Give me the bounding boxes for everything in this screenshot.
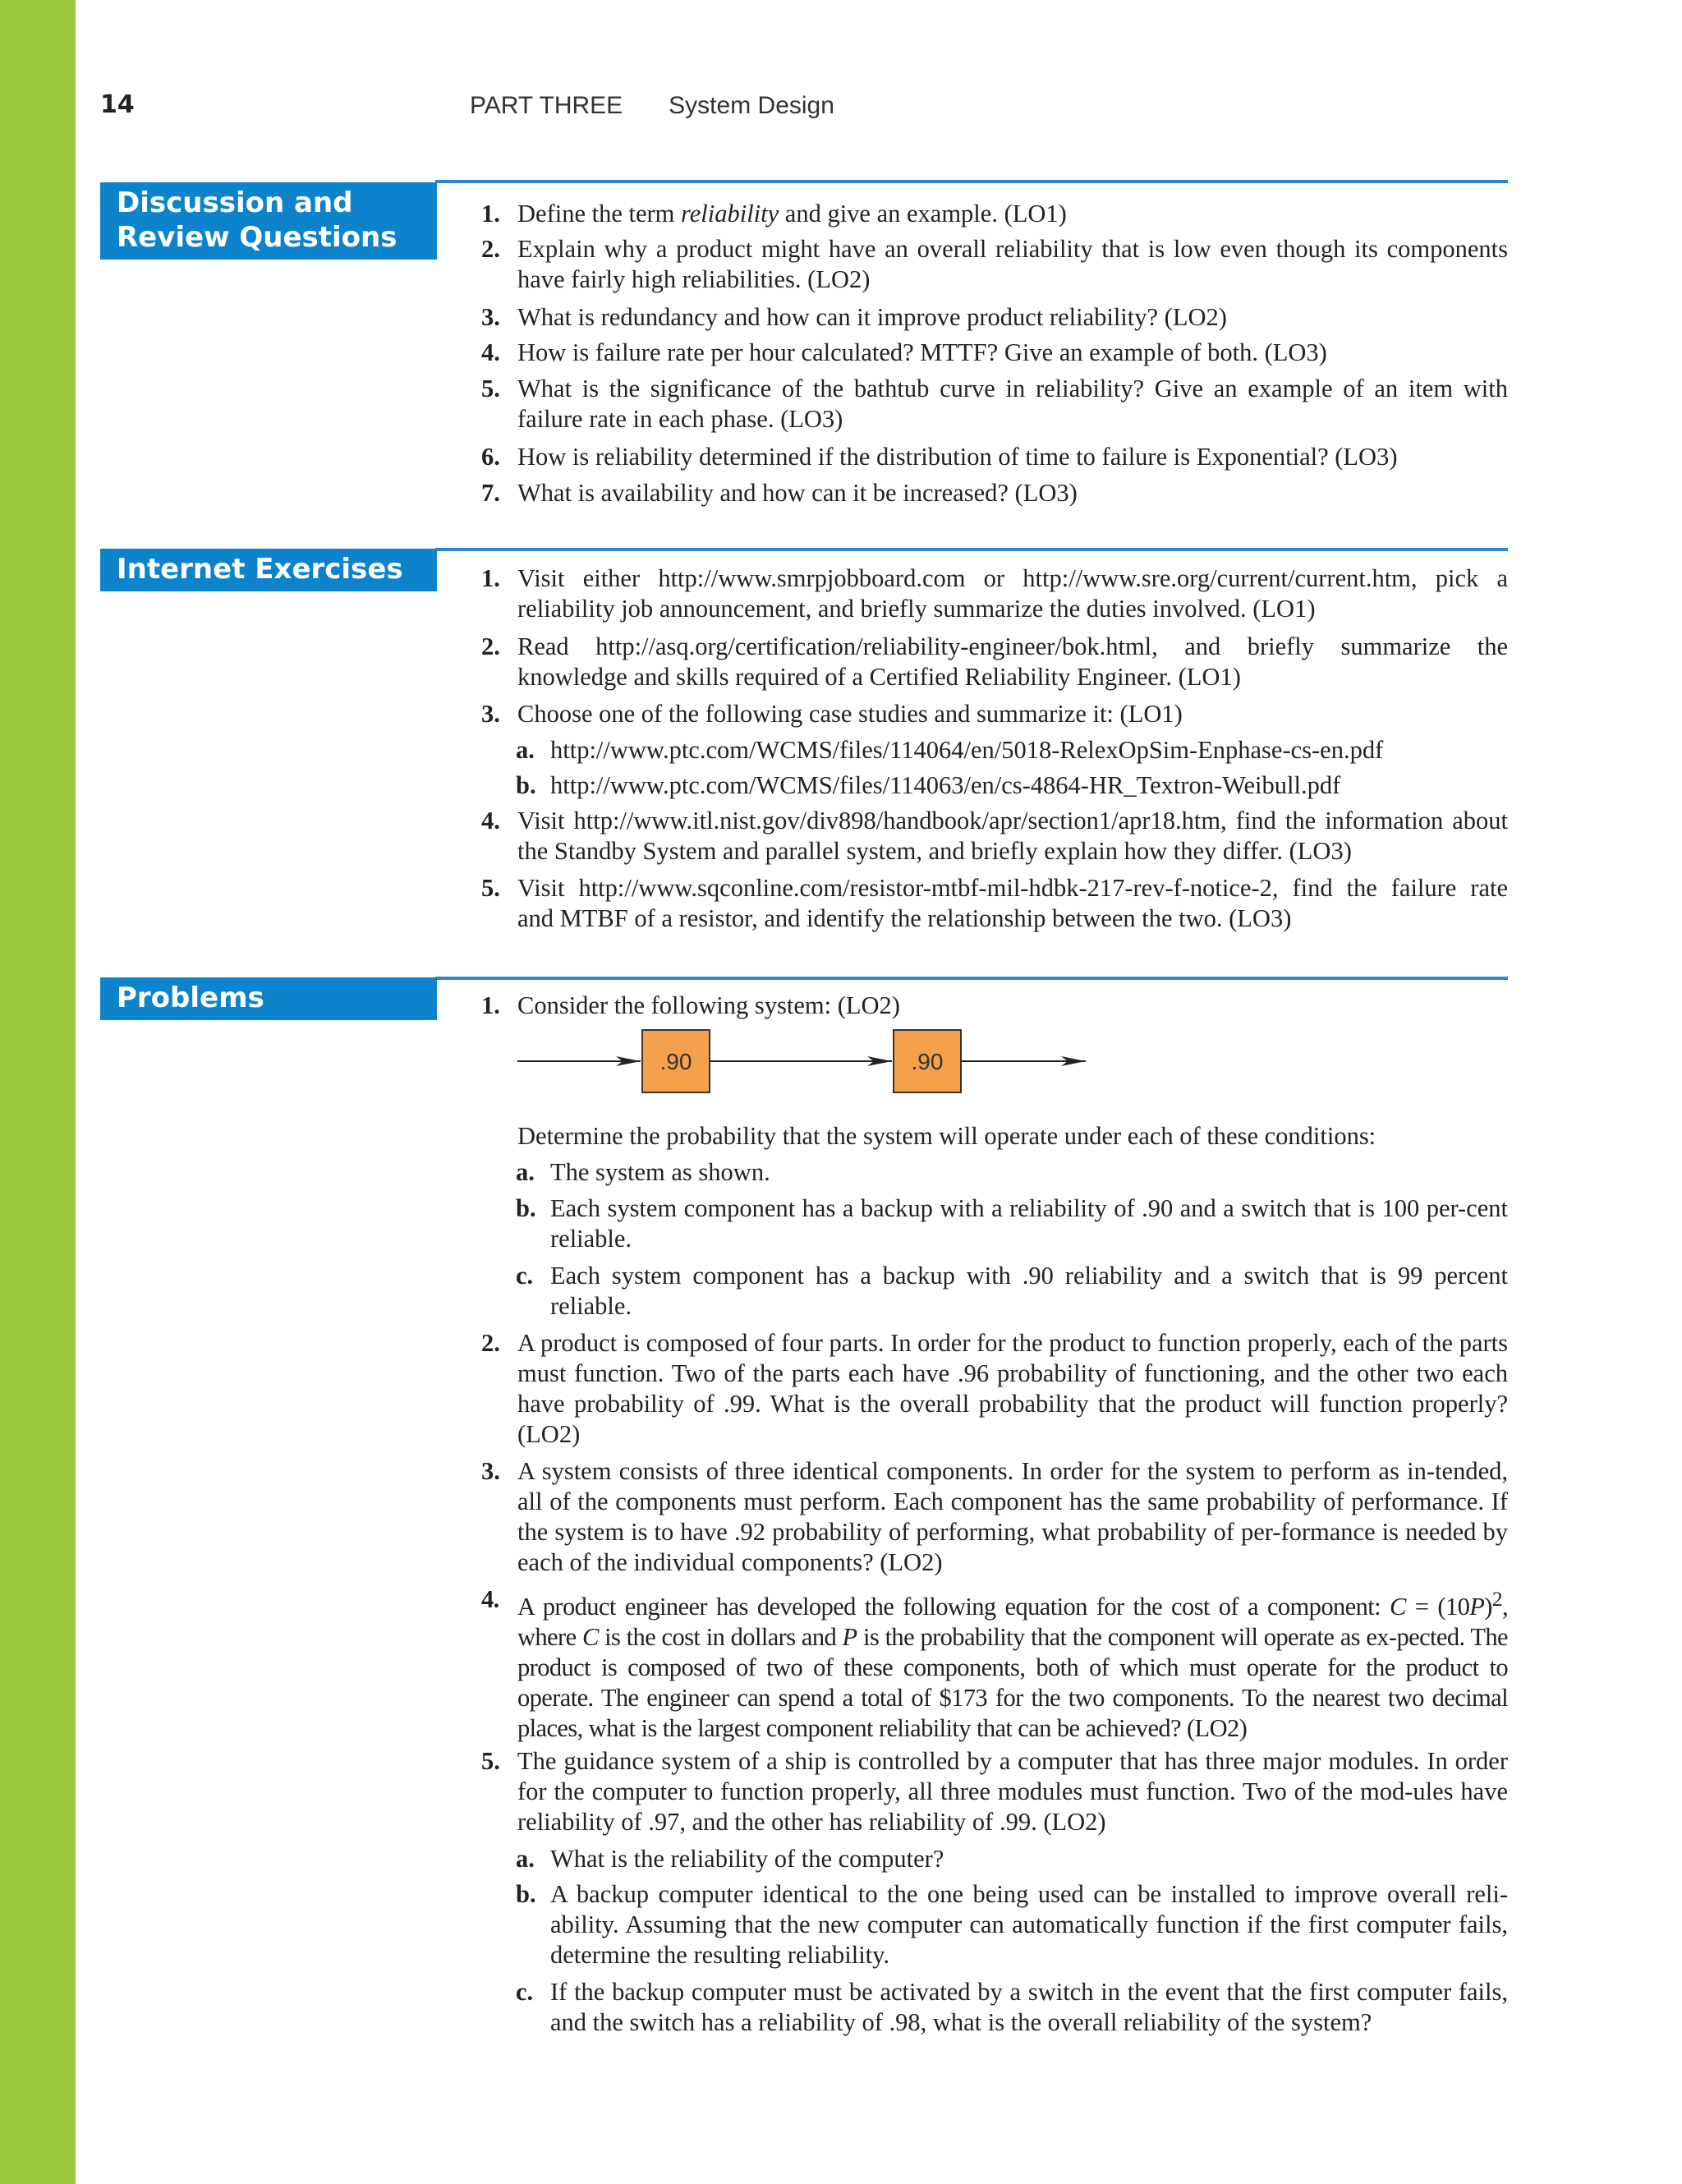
problem-1-part-c [516, 1261, 1508, 1322]
part-letter: c. [516, 1978, 534, 2006]
internet-exercise-5 [481, 873, 1508, 934]
question-number: 5. [481, 375, 500, 402]
question-number: 7. [481, 479, 500, 507]
question-term: reliability [681, 200, 779, 228]
discussion-question-2 [481, 234, 1508, 295]
exercise-text: Visit http://www.itl.nist.gov/div898/handbook/apr/section1/apr18.htm, find the information about the Standby System and parallel system, and briefly explain how they differ. (LO3) [517, 807, 1508, 865]
probability-variable: P [1469, 1593, 1485, 1621]
discussion-heading-line2: Review Questions [117, 221, 398, 254]
problem-number: 4. [481, 1585, 499, 1613]
problem-text: A product is composed of four parts. In order for the product to function properly, each of the parts must function. Two of the parts each have .96 probability of functioning, and the other two each have probability of .99. What is the overall probability that the product will function properly? (LO2) [517, 1329, 1508, 1448]
part-letter: a. [516, 1845, 535, 1873]
discussion-question-5 [481, 374, 1508, 435]
problem-text: , where [517, 1593, 1508, 1652]
problem-5 [481, 1746, 1508, 1837]
exercise-number: 2. [481, 632, 500, 660]
problem-3 [481, 1456, 1508, 1578]
question-text-end: and give an example. (LO1) [779, 200, 1067, 228]
option-letter: b. [516, 771, 536, 799]
part-letter: b. [516, 1194, 536, 1222]
option-letter: a. [516, 736, 535, 764]
problem-number: 2. [481, 1329, 500, 1357]
equation-close: ) [1484, 1593, 1492, 1621]
question-text: What is the significance of the bathtub curve in reliability? Give an example of an item with failure rate in each phase. (LO3) [517, 375, 1508, 433]
component-2-reliability: .90 [911, 1049, 944, 1074]
problem-text: is the cost in dollars and [598, 1623, 843, 1652]
problem-1-part-a [516, 1157, 1508, 1188]
part-letter: c. [516, 1262, 534, 1290]
internet-exercise-4 [481, 806, 1508, 867]
question-number: 4. [481, 338, 500, 366]
internet-heading-text: Internet Exercises [117, 553, 403, 586]
part-text: A backup computer identical to the one being used can be installed to improve overall reli-ability. Assuming that the new computer can automatically function if the first computer fails, determine the resulting reliability. [550, 1880, 1508, 1969]
exercise-number: 4. [481, 807, 500, 835]
problem-5-part-a [516, 1844, 1508, 1874]
exercise-text: Visit either http://www.smrpjobboard.com or http://www.sre.org/current/current.htm, pick a reliability job announcement, and briefly summarize the duties involved. (LO1) [517, 564, 1508, 623]
problem-2 [481, 1328, 1508, 1450]
problem-text: Consider the following system: (LO2) [517, 991, 900, 1019]
cost-variable: C [1390, 1593, 1406, 1621]
part-text: If the backup computer must be activated by a switch in the event that the first computer fails, and the switch has a reliability of .98, what is the overall reliability of the system? [550, 1978, 1508, 2036]
part-text: Each system component has a backup with .90 reliability and a switch that is 99 percent reliable. [550, 1262, 1508, 1320]
section-rule-discussion [435, 180, 1508, 183]
cost-variable: C [581, 1623, 599, 1652]
case-study-url: http://www.ptc.com/WCMS/files/114063/en/cs-4864-HR_Textron-Weibull.pdf [550, 771, 1341, 799]
chapter-title: System Design [669, 92, 834, 119]
problem-text: A product engineer has developed the following equation for the cost of a component: [517, 1593, 1390, 1621]
exercise-text: Visit http://www.sqconline.com/resistor-mtbf-mil-hdbk-217-rev-f-notice-2, find the failure rate and MTBF of a resistor, and identify the relationship between the two. (LO3) [517, 874, 1508, 932]
question-number: 3. [481, 303, 500, 331]
case-study-url: http://www.ptc.com/WCMS/files/114064/en/5018-RelexOpSim-Enphase-cs-en.pdf [550, 736, 1384, 764]
problems-heading-text: Problems [117, 982, 264, 1014]
problem-1-part-b [516, 1193, 1508, 1254]
exercise-number: 5. [481, 874, 500, 902]
discussion-heading-line1: Discussion and [117, 186, 353, 219]
margin-color-bar [0, 0, 76, 2184]
problem-text: The guidance system of a ship is controlled by a computer that has three major modules. In order for the computer to function properly, all three modules must function. Two of the mod-ules have reliability of .97, and the other has reliability of .99. (LO2) [517, 1747, 1508, 1836]
probability-variable: P [842, 1623, 857, 1652]
problem-4 [481, 1584, 1508, 1744]
exercise-text: Choose one of the following case studies and summarize it: (LO1) [517, 700, 1183, 728]
component-1-reliability: .90 [659, 1049, 692, 1074]
internet-section-heading [100, 549, 437, 591]
question-text: Explain why a product might have an overall reliability that is low even though its components have fairly high reliabilities. (LO2) [517, 235, 1508, 293]
discussion-question-7 [481, 478, 1508, 508]
case-study-option-b [516, 770, 1508, 801]
part-label: PART THREE [470, 92, 623, 119]
problem-5-part-c [516, 1977, 1508, 2038]
discussion-question-3 [481, 302, 1508, 333]
question-text: How is reliability determined if the distribution of time to failure is Exponential? (LO3) [517, 443, 1398, 471]
page-number: 14 [100, 90, 135, 119]
internet-exercise-3 [481, 699, 1508, 729]
discussion-question-1 [481, 199, 1508, 229]
discussion-question-4 [481, 338, 1508, 368]
series-system-diagram [516, 1028, 1091, 1094]
case-study-option-a [516, 735, 1508, 766]
problem-number: 3. [481, 1457, 500, 1485]
question-text: What is redundancy and how can it improve product reliability? (LO2) [517, 303, 1227, 331]
internet-exercise-1 [481, 563, 1508, 624]
question-number: 2. [481, 235, 500, 263]
discussion-section-heading [100, 182, 437, 260]
part-text: The system as shown. [550, 1158, 770, 1186]
section-rule-internet [435, 548, 1508, 551]
discussion-question-6 [481, 442, 1508, 472]
problem-text: A system consists of three identical components. In order for the system to perform as in-tended, all of the components must perform. Each component has the same probability of performance. If the system is to have .92 probability of performing, what probability of per-formance is needed by each of the individual components? (LO2) [517, 1457, 1508, 1576]
part-letter: b. [516, 1880, 536, 1908]
problem-5-part-b [516, 1879, 1508, 1970]
question-number: 1. [481, 200, 500, 228]
question-text: How is failure rate per hour calculated? MTTF? Give an example of both. (LO3) [517, 338, 1327, 366]
question-number: 6. [481, 443, 500, 471]
problem-number: 1. [481, 991, 500, 1019]
problems-section-heading [100, 977, 437, 1020]
internet-exercise-2 [481, 632, 1508, 692]
exercise-number: 3. [481, 700, 500, 728]
question-text: What is availability and how can it be increased? (LO3) [517, 479, 1078, 507]
problem-number: 5. [481, 1747, 500, 1775]
exercise-text: Read http://asq.org/certification/reliability-engineer/bok.html, and briefly summarize the knowledge and skills required of a Certified Reliability Engineer. (LO1) [517, 632, 1508, 691]
problem-1 [481, 991, 1508, 1021]
part-letter: a. [516, 1158, 535, 1186]
section-rule-problems [435, 977, 1508, 980]
running-header [470, 92, 834, 120]
problem-text: is the probability that the component will operate as ex-pected. The product is composed of two of these components, both of which must operate for the product to operate. The engineer can spend a total of $173 for the two components. To the nearest two decimal places, what is the largest component reliability that can be achieved? (LO2) [517, 1623, 1508, 1743]
question-text: Define the term [517, 200, 682, 228]
equation-exponent: 2 [1491, 1588, 1502, 1611]
part-text: Each system component has a backup with a reliability of .90 and a switch that is 100 per-cent reliable. [550, 1194, 1508, 1253]
exercise-number: 1. [481, 564, 500, 592]
problem-1-instruction: Determine the probability that the system will operate under each of these conditions: [517, 1122, 1376, 1150]
part-text: What is the reliability of the computer? [550, 1845, 944, 1873]
equation-part: = (10 [1405, 1593, 1470, 1621]
